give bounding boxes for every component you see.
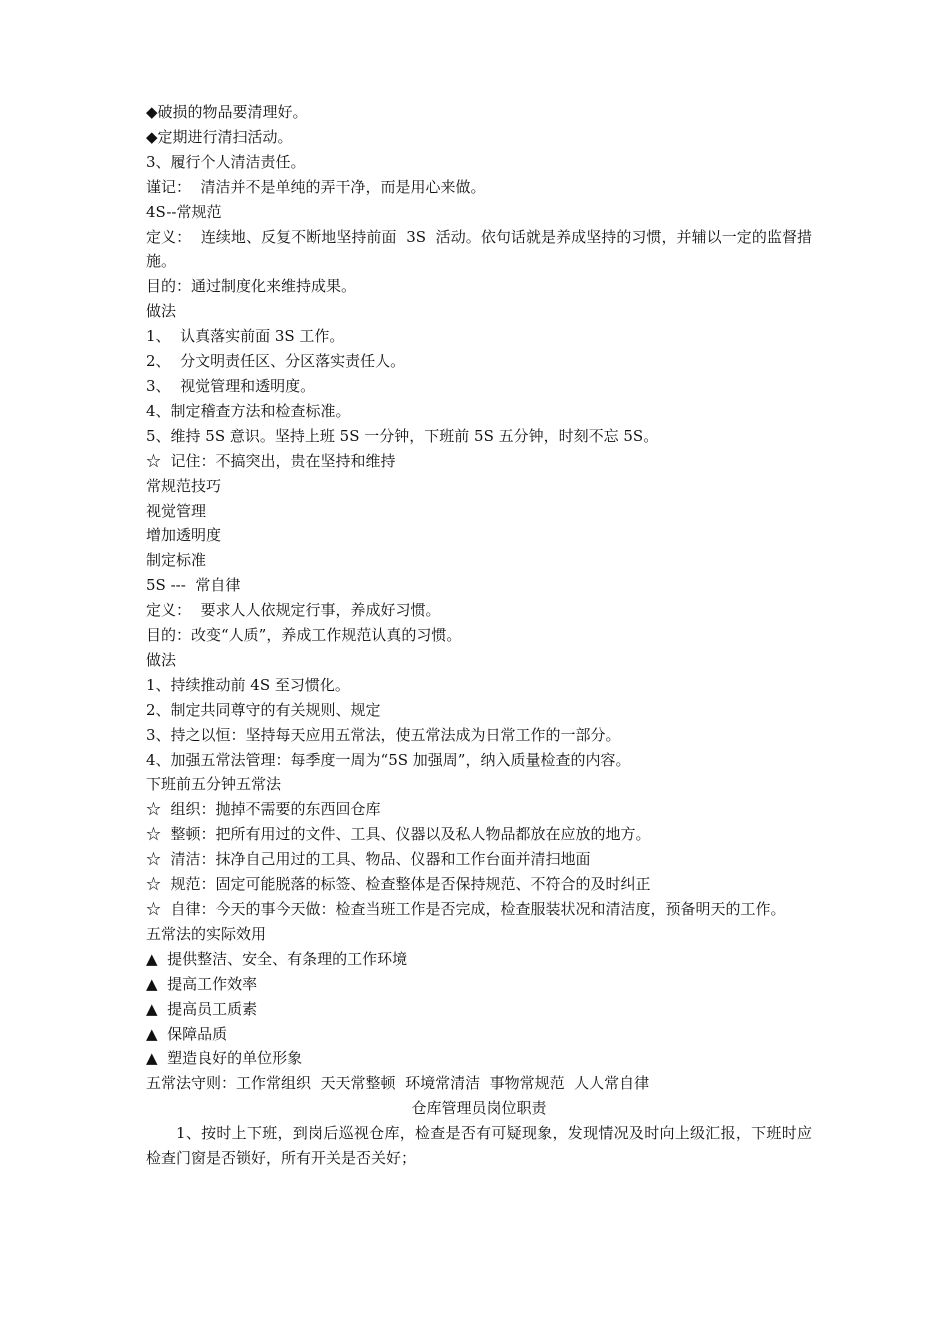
star-item: ☆ 清洁：抹净自己用过的工具、物品、仪器和工作台面并清扫地面 — [146, 850, 591, 869]
list-item: 1、 认真落实前面 3S 工作。 — [146, 327, 345, 346]
list-item: 4、加强五常法管理：每季度一周为“5S 加强周”，纳入质量检查的内容。 — [146, 750, 631, 769]
list-item: 2、制定共同尊守的有关规则、规定 — [146, 700, 381, 719]
text-line: 增加透明度 — [146, 526, 222, 545]
list-item: 5、维持 5S 意识。坚持上班 5S 一分钟，下班前 5S 五分钟，时刻不忘 5S。 — [146, 426, 659, 445]
list-item: 3、持之以恒：坚持每天应用五常法，使五常法成为日常工作的一部分。 — [146, 725, 621, 744]
triangle-item: ▲ 提高工作效率 — [146, 974, 258, 993]
text-line: ◆定期进行清扫活动。 — [146, 127, 293, 146]
triangle-item: ▲ 保障品质 — [146, 1024, 228, 1043]
text-line: ◆破损的物品要清理好。 — [146, 103, 308, 121]
note-line: ☆ 记住：不搞突出，贵在坚持和维持 — [146, 451, 396, 470]
star-item: ☆ 组织：抛掉不需要的东西回仓库 — [146, 800, 381, 819]
list-item: 1、持续推动前 4S 至习惯化。 — [146, 675, 350, 694]
text-line: 制定标准 — [146, 551, 207, 570]
text-line: 3、履行个人清洁责任。 — [146, 152, 306, 171]
subheading: 常规范技巧 — [146, 476, 222, 495]
star-item: ☆ 整顿：把所有用过的文件、工具、仪器以及私人物品都放在应放的地方。 — [146, 825, 651, 844]
text-line: 谨记： 清洁并不是单纯的弄干净，而是用心来做。 — [146, 177, 486, 196]
section-heading: 5S --- 常自律 — [146, 576, 241, 595]
star-item: ☆ 自律：今天的事今天做：检查当班工作是否完成，检查服装状况和清洁度，预备明天的工作。 — [146, 900, 786, 918]
list-item: 4、制定稽查方法和检查标准。 — [146, 401, 351, 420]
list-item: 2、 分文明责任区、分区落实责任人。 — [146, 352, 406, 371]
subheading: 做法 — [146, 650, 177, 669]
subheading: 下班前五分钟五常法 — [146, 775, 282, 794]
triangle-item: ▲ 提供整洁、安全、有条理的工作环境 — [146, 949, 408, 968]
rules-line: 五常法守则：工作常组织 天天常整顿 环境常清洁 事物常规范 人人常自律 — [146, 1074, 650, 1093]
text-line: 视觉管理 — [146, 501, 207, 520]
document-body — [146, 100, 812, 1171]
duty-paragraph: 1、按时上下班，到岗后巡视仓库，检查是否有可疑现象，发现情况及时向上级汇报，下班时应检查门窗是否锁好，所有开关是否关好； — [146, 1124, 812, 1168]
text-line: 定义： 要求人人依规定行事，养成好习惯。 — [146, 601, 441, 620]
subheading: 做法 — [146, 302, 177, 321]
triangle-item: ▲ 塑造良好的单位形象 — [146, 1049, 303, 1068]
list-item: 3、 视觉管理和透明度。 — [146, 376, 316, 395]
text-line: 目的：通过制度化来维持成果。 — [146, 277, 357, 296]
text-line: 目的：改变“人质”，养成工作规范认真的习惯。 — [146, 626, 462, 645]
star-item: ☆ 规范：固定可能脱落的标签、检查整体是否保持规范、不符合的及时纠正 — [146, 875, 651, 894]
definition-paragraph: 定义： 连续地、反复不断地坚持前面 3S 活动。依句话就是养成坚持的习惯，并辅以一定的监督措施。 — [146, 227, 812, 271]
section-title: 仓库管理员岗位职责 — [411, 1099, 547, 1118]
subheading: 五常法的实际效用 — [146, 924, 267, 943]
triangle-item: ▲ 提高员工质素 — [146, 999, 258, 1018]
section-heading: 4S--常规范 — [146, 202, 222, 221]
